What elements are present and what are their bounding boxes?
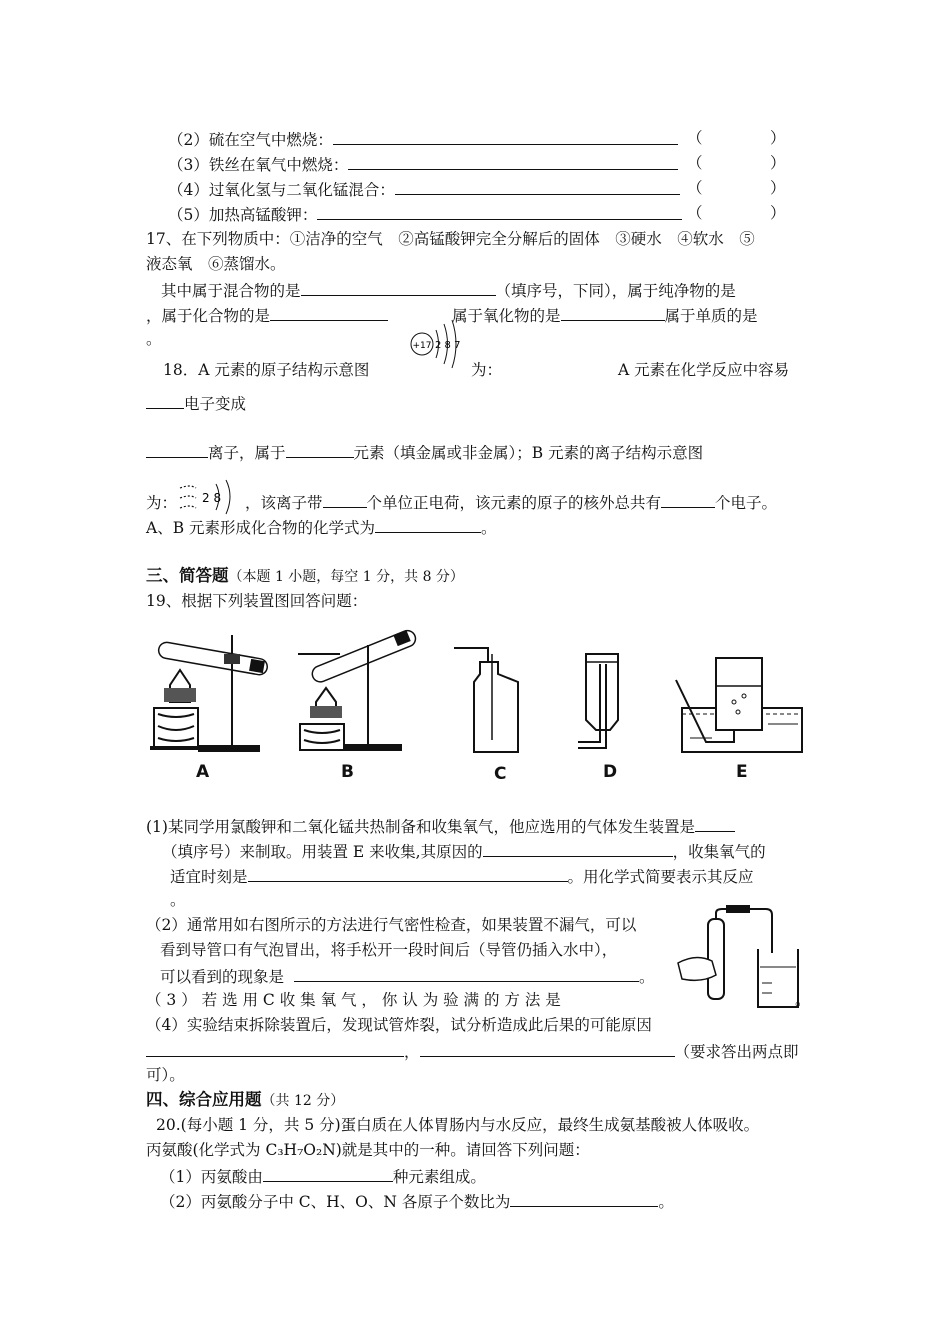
label-d: D xyxy=(603,762,618,782)
answer-blank[interactable] xyxy=(661,491,715,508)
label-e: E xyxy=(736,762,748,782)
answer-blank[interactable] xyxy=(695,815,735,832)
q19-p1-line2: （填序号）来制取。用装置 E 来收集,其原因的 ，收集氧气的 xyxy=(162,840,766,862)
q17-line5: 。 xyxy=(146,330,162,348)
q18-line1-b: 为： xyxy=(471,361,503,379)
q19-p2-line2: 看到导管口有气泡冒出，将手松开一段时间后（导管仍插入水中）， xyxy=(160,941,618,959)
answer-blank[interactable] xyxy=(348,153,678,170)
q19-p3: （ 3 ） 若 选 用 C 收 集 氧 气 ， 你 认 为 验 满 的 方 法 是 xyxy=(146,991,561,1009)
q18-line2: 电子变成 xyxy=(146,392,246,414)
paren-open: （ xyxy=(687,129,703,147)
q18-line4: 为： ，该离子带 个单位正电荷，该元素的原子的核外总共有 个电子。 xyxy=(146,491,777,513)
paren-close: ） xyxy=(770,179,786,197)
nucleus-scribble xyxy=(180,486,196,508)
q17-line2: 液态氧 ⑥蒸馏水。 xyxy=(146,255,286,273)
q19-p4-line2: ， （要求答出两点即 xyxy=(146,1040,799,1062)
q20-line2: 丙氨酸(化学式为 C₃H₇O₂N)就是其中的一种。请回答下列问题： xyxy=(146,1141,590,1159)
airtight-check-diagram xyxy=(676,905,806,1010)
answer-blank[interactable] xyxy=(510,1190,658,1207)
q17-line3: 其中属于混合物的是 （填序号，下同），属于纯净物的是 xyxy=(161,279,736,301)
q20-line1: 20.(每小题 1 分，共 5 分)蛋白质在人体胃肠内与水反应，最终生成氨基酸被人体吸收。 xyxy=(156,1116,760,1134)
q16-item-2: （2）硫在空气中燃烧： xyxy=(168,128,678,150)
q19-intro: 19、根据下列装置图回答问题： xyxy=(146,592,368,610)
answer-blank[interactable] xyxy=(483,840,673,857)
q19-p4-line1: （4）实验结束拆除装置后，发现试管炸裂，试分析造成此后果的可能原因 xyxy=(146,1016,652,1034)
q19-p1-line1: (1)某同学用氯酸钾和二氧化锰共热制备和收集氧气，他应选用的气体发生装置是 xyxy=(146,815,735,837)
apparatus-b xyxy=(290,630,415,755)
answer-blank[interactable] xyxy=(146,1040,404,1057)
q16-item-5: （5）加热高锰酸钾： xyxy=(168,203,682,225)
paren-open: （ xyxy=(687,179,703,197)
apparatus-c xyxy=(450,640,530,755)
q19-p4-line3: 可）。 xyxy=(146,1066,185,1084)
section3-heading: 三、简答题（本题 1 小题，每空 1 分，共 8 分） xyxy=(146,566,464,585)
answer-blank[interactable] xyxy=(333,128,678,145)
answer-blank[interactable] xyxy=(263,1165,393,1182)
apparatus-e xyxy=(672,650,812,755)
nucleus-charge: +17 xyxy=(412,341,432,351)
paren-open: （ xyxy=(687,204,703,222)
electron-shells: 2 8 7 xyxy=(435,340,461,351)
q19-p2-line3: 可以看到的现象是 。 xyxy=(160,965,655,987)
apparatus-a xyxy=(150,630,275,755)
q20-line4: （2）丙氨酸分子中 C、H、O、N 各原子个数比为 。 xyxy=(160,1190,674,1212)
q18-line1-c: A 元素在化学反应中容易 xyxy=(618,361,790,379)
answer-blank[interactable] xyxy=(420,1040,675,1057)
answer-blank[interactable] xyxy=(286,441,354,458)
paren-close: ） xyxy=(770,154,786,172)
q18-line3: 离子，属于 元素（填金属或非金属）；B 元素的离子结构示意图 xyxy=(146,441,703,463)
apparatus-d xyxy=(570,650,630,760)
q17-line4: ，属于化合物的是 属于氧化物的是 属于单质的是 xyxy=(146,304,758,326)
q17-line1: 17、在下列物质中：①洁净的空气 ②高锰酸钾完全分解后的固体 ③硬水 ④软水 ⑤ xyxy=(146,230,755,248)
q16-item-3: （3）铁丝在氧气中燃烧： xyxy=(168,153,678,175)
q19-p2-line1: （2）通常用如右图所示的方法进行气密性检查，如果装置不漏气，可以 xyxy=(146,916,637,934)
paren-open: （ xyxy=(687,154,703,172)
answer-blank[interactable] xyxy=(248,865,568,882)
answer-blank[interactable] xyxy=(323,491,367,508)
label-c: C xyxy=(494,764,507,784)
paren-close: ） xyxy=(770,129,786,147)
q18-line1-a: 18．A 元素的原子结构示意图 xyxy=(163,361,370,379)
q19-p1-line4: 。 xyxy=(170,891,186,909)
answer-blank[interactable] xyxy=(317,203,682,220)
answer-blank[interactable] xyxy=(270,304,388,321)
answer-blank[interactable] xyxy=(395,178,680,195)
q19-p1-line3: 适宜时刻是 。用化学式简要表示其反应 xyxy=(170,865,754,887)
ion-b-diagram xyxy=(178,480,242,516)
answer-blank[interactable] xyxy=(146,392,184,409)
q18-line5: A、B 元素形成化合物的化学式为 。 xyxy=(146,516,497,538)
answer-blank[interactable] xyxy=(146,441,208,458)
q20-line3: （1）丙氨酸由 种元素组成。 xyxy=(160,1165,486,1187)
answer-blank[interactable] xyxy=(561,304,665,321)
section4-heading: 四、综合应用题（共 12 分） xyxy=(146,1090,345,1109)
q16-item-4: （4）过氧化氢与二氧化锰混合： xyxy=(168,178,680,200)
label-b: B xyxy=(341,762,354,782)
atom-a-diagram xyxy=(408,330,463,390)
electron-shells: 2 8 xyxy=(202,491,222,505)
answer-blank[interactable] xyxy=(375,516,481,533)
label-a: A xyxy=(196,762,210,782)
answer-blank[interactable] xyxy=(301,279,496,296)
paren-close: ） xyxy=(770,204,786,222)
q19-p3-end: 。 xyxy=(795,991,811,1009)
answer-blank[interactable] xyxy=(294,965,639,982)
